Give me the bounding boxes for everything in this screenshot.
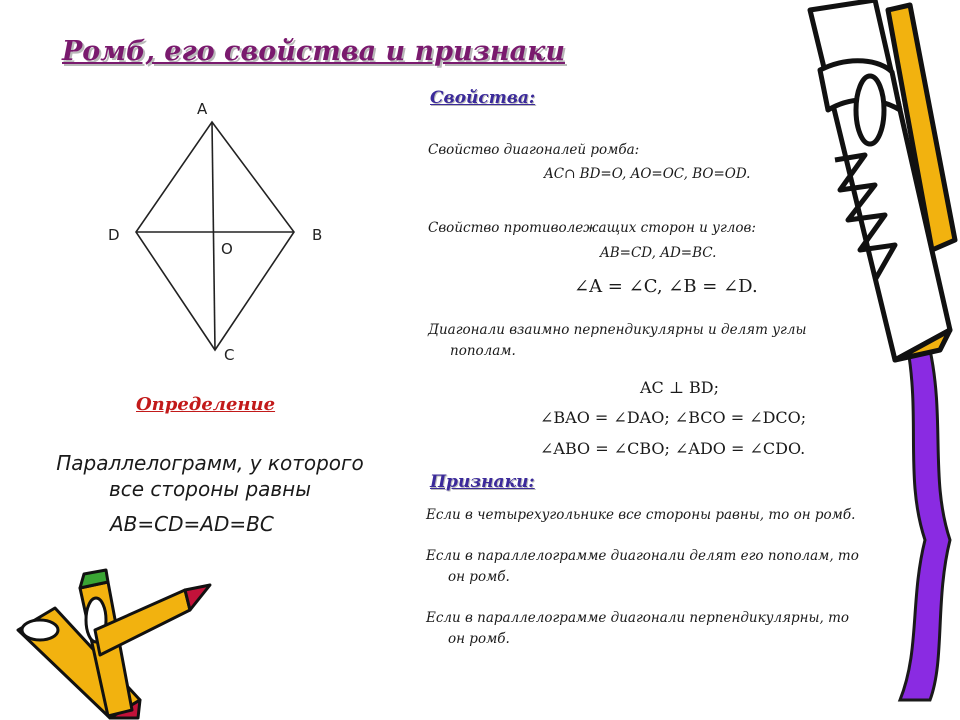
page-title: Ромб, его свойства и признаки bbox=[62, 36, 565, 67]
definition-line-2: все стороны равны bbox=[108, 477, 312, 501]
purple-stripe bbox=[900, 350, 950, 700]
opposite-angles-formula: ∠A = ∠C, ∠B = ∠D. bbox=[574, 276, 758, 297]
pencil-yellow-band bbox=[888, 5, 955, 250]
pencils-clipart-left bbox=[0, 560, 230, 720]
signs-heading: Признаки: bbox=[430, 472, 535, 492]
bisect-angles-line-1: ∠BAO = ∠DAO; ∠BCO = ∠DCO; bbox=[540, 408, 807, 427]
pencil-eraser-hole bbox=[856, 76, 884, 144]
vertex-label-a: A bbox=[197, 100, 208, 118]
vertex-label-c: C bbox=[224, 346, 235, 364]
pencil-tip bbox=[895, 330, 950, 360]
bisect-angles-line-2: ∠ABO = ∠CBO; ∠ADO = ∠CDO. bbox=[540, 439, 806, 458]
pencil-2-cap bbox=[80, 570, 108, 588]
opposite-property-title: Свойство противолежащих сторон и углов: bbox=[428, 220, 756, 236]
diagonal-ac bbox=[212, 122, 215, 350]
perpendicular-line-1: Диагонали взаимно перпендикулярны и делят углы bbox=[428, 322, 807, 338]
definition-heading: Определение bbox=[136, 394, 276, 415]
sign-2-line-1: Если в параллелограмме диагонали делят его пополам, то bbox=[426, 548, 859, 564]
pencil-ring bbox=[820, 61, 900, 110]
vertex-label-d: D bbox=[108, 226, 120, 244]
pencil-1-ring bbox=[22, 620, 58, 640]
pencil-2-ring bbox=[86, 598, 106, 642]
pencil-body bbox=[810, 0, 950, 360]
opposite-sides-formula: AB=CD, AD=BC. bbox=[600, 245, 717, 261]
pencil-3-body bbox=[95, 590, 190, 655]
diagonals-property-title: Свойство диагоналей ромба: bbox=[428, 142, 640, 158]
pencil-2-body bbox=[80, 582, 132, 716]
diagonals-property-formula: AC∩ BD=O, AO=OC, BO=OD. bbox=[544, 166, 751, 182]
pencil-3-tip bbox=[185, 585, 210, 610]
pencil-1-body bbox=[18, 608, 140, 718]
sign-3-line-2: он ромб. bbox=[448, 631, 510, 647]
vertex-label-b: B bbox=[312, 226, 323, 244]
sign-1: Если в четырехугольнике все стороны равны, то он ромб. bbox=[426, 507, 856, 523]
perpendicular-line-2: пополам. bbox=[450, 343, 516, 359]
sign-2-line-2: он ромб. bbox=[448, 569, 510, 585]
properties-heading: Свойства: bbox=[430, 88, 536, 108]
definition-text bbox=[30, 450, 390, 502]
sign-3-line-1: Если в параллелограмме диагонали перпендикулярны, то bbox=[426, 610, 850, 626]
pencil-1-tip bbox=[110, 700, 140, 718]
perpendicular-formula: AC ⊥ BD; bbox=[640, 378, 719, 397]
rhombus-figure bbox=[100, 92, 340, 372]
definition-formula: AB=CD=AD=BC bbox=[110, 512, 274, 536]
center-label-o: O bbox=[221, 240, 233, 258]
definition-line-1: Параллелограмм, у которого bbox=[56, 451, 364, 475]
pencil-zigzag bbox=[835, 155, 895, 280]
